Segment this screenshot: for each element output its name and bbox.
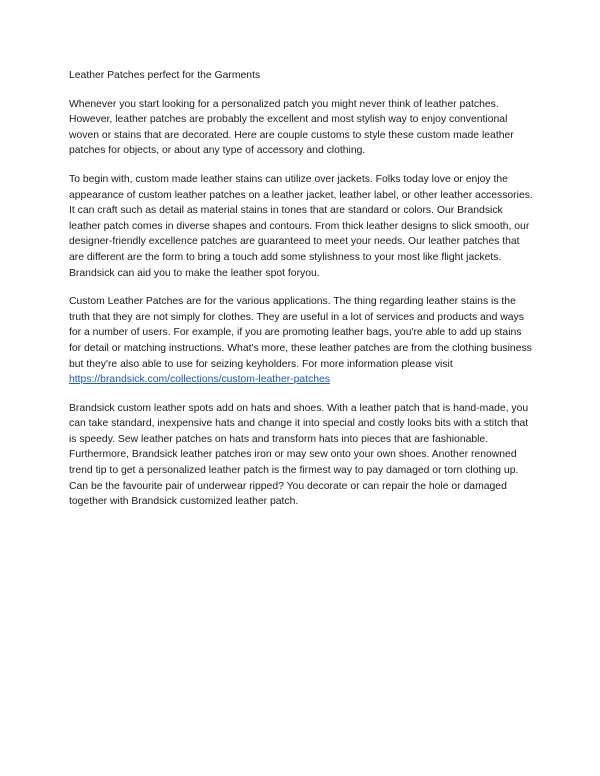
document-title: Leather Patches perfect for the Garments xyxy=(69,70,261,81)
paragraph-applications xyxy=(69,294,534,388)
paragraph-intro: Whenever you start looking for a personalized patch you might never think of leather patches. However, leather patches are probably the excellent and most stylish way to enjoy conventional woven or stains that are decorated. Here are couple customs to style these custom made leather patches for objects, or about any type of accessory and clothing. xyxy=(69,98,514,157)
brandsick-link[interactable]: https://brandsick.com/collections/custom-leather-patches xyxy=(69,374,331,386)
document-page xyxy=(69,68,534,523)
paragraph-applications-text: Custom Leather Patches are for the various applications. The thing regarding leather stains is the truth that they are not simply for clothes. They are useful in a lot of services and products and ways for a number of users. For example, if you are promoting leather bags, you're able to add up stains for detail or matching instructions. What's more, these leather patches are from the clothing business but they're also able to use for seizing keyholders. For more information please visit xyxy=(69,296,532,370)
paragraph-hats-shoes: Brandsick custom leather spots add on hats and shoes. With a leather patch that is hand-made, you can take standard, inexpensive hats and change it into special and costly looks bits with a stitch that is speedy. Sew leather patches on hats and transform hats into pieces that are fashionable. Furthermore, Brandsick leather patches iron or may sew onto your own shoes. Another renowned trend tip to get a personalized leather patch is the firmest way to pay damaged or torn clothing up. Can be the favourite pair of underwear ripped? You decorate or can repair the hole or damaged together with Brandsick customized leather patch. xyxy=(69,402,529,508)
paragraph-jackets: To begin with, custom made leather stains can utilize over jackets. Folks today love or enjoy the appearance of custom leather patches on a leather jacket, leather label, or other leather accessories. It can craft such as detail as material stains in tones that are standard or colors. Our Brandsick leather patch comes in diverse shapes and contours. From thick leather designs to slick smooth, our designer-friendly excellence patches are guaranteed to meet your needs. Our leather patches that are different are the form to bring a touch add some stylishness to your most like flight jackets. Brandsick can aid you to make the leather spot foryou. xyxy=(69,173,533,279)
